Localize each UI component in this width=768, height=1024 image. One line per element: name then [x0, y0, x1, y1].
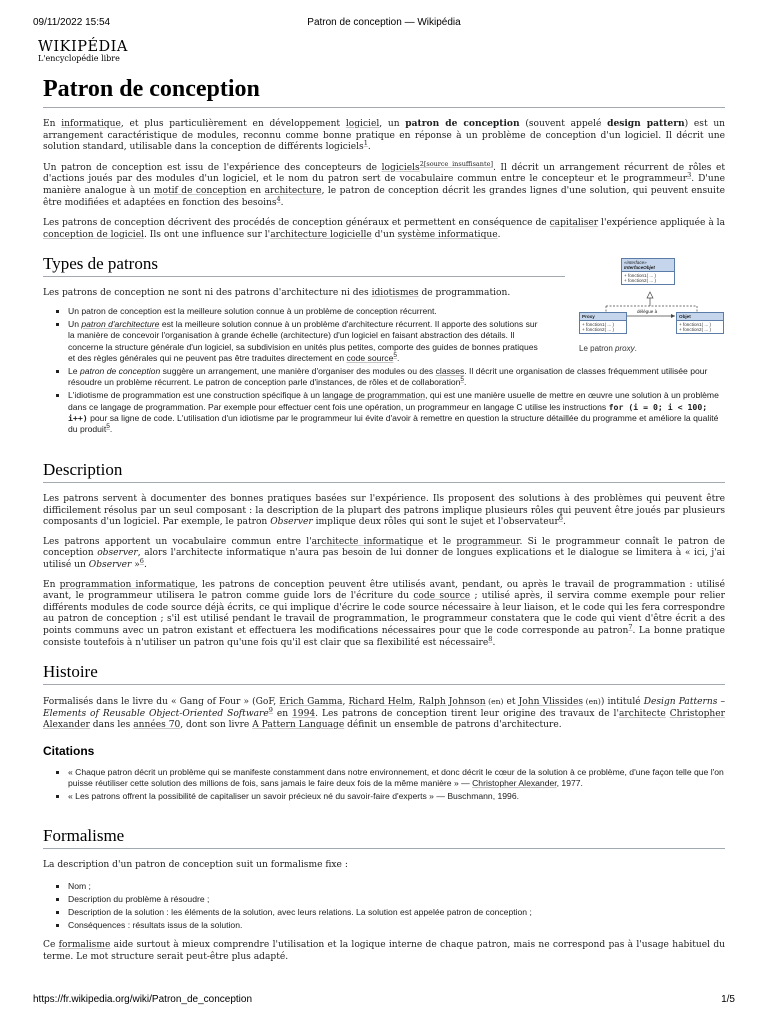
- description-paragraph-1: Les patrons servent à documenter des bonnes pratiques basées sur l'expérience. Ils proposent des solutions à des problèmes qui peuvent être difficilement résolus par un seul composant : la description de la plupart des patrons implique plusieurs rôles qui peuvent être joués par plusieurs composants d'un logiciel. Par exemple, le patron Observer implique deux rôles qui sont le sujet et l'observateur$^6$.: [43, 494, 725, 528]
- link-conception-de-logiciel[interactable]: conception de logiciel: [43, 229, 145, 240]
- print-window-title: Patron de conception — Wikipédia: [307, 17, 461, 28]
- citations-section: [43, 744, 725, 805]
- description-section: [43, 460, 725, 649]
- heading-formalisme: Formalisme: [43, 826, 725, 849]
- link-motif-de-conception[interactable]: motif de conception: [153, 185, 247, 196]
- link-programmeur[interactable]: programmeur: [456, 536, 520, 547]
- page-title: Patron de conception: [43, 76, 725, 108]
- histoire-paragraph: Formalisés dans le livre du « Gang of Four » (GoF, Erich Gamma, Richard Helm, Ralph Johnson (en) et John Vlissides (en)) intitulé Design Patterns – Elements of Reusable Object-Oriented Software$^9$ en 1994. Les patrons de conception tirent leur origine des travaux de l'architecte Christopher Alexander dans les années 70, dont son livre A Pattern Language définit un ensemble de patrons d'architecture.: [43, 697, 725, 731]
- heading-histoire: Histoire: [43, 662, 725, 685]
- link-logiciel[interactable]: logiciel: [345, 119, 380, 129]
- ref-9[interactable]: 9: [268, 705, 273, 714]
- intro-paragraph-1: En informatique, et plus particulièrement en développement logiciel, un patron de conception (souvent appelé design pattern) est un arrangement caractéristique de modules, reconnu comme bonne pratique en réponse à un problème de conception d'un logiciel. Il décrit une solution standard, utilisable dans la conception de différents logiciels$^1$.: [43, 118, 726, 153]
- link-en-ralph-johnson[interactable]: (en): [485, 697, 504, 706]
- link-en-john-vlissides[interactable]: (en): [583, 697, 601, 706]
- heading-types-de-patrons: Types de patrons: [43, 254, 565, 277]
- ref-1[interactable]: 1: [363, 139, 368, 148]
- link-john-vlissides[interactable]: John Vlissides: [518, 697, 584, 707]
- link-capitaliser[interactable]: capitaliser: [549, 218, 599, 229]
- link-architecture-logicielle[interactable]: architecture logicielle: [270, 229, 372, 240]
- types-section: [43, 254, 565, 300]
- link-code-source-2[interactable]: code source: [413, 591, 471, 602]
- link-informatique[interactable]: informatique: [61, 119, 121, 129]
- proxy-box: Proxy + fonction1( ... ) + fonction2( ... ): [579, 312, 627, 334]
- ref-6[interactable]: 6: [558, 514, 563, 523]
- link-annees-70[interactable]: années 70: [133, 720, 181, 731]
- intro-paragraph-3: Les patrons de conception décrivent des procédés de conception généraux et permettent en conséquence de capitaliser l'expérience appliquée à la conception de logiciel. Ils ont une influence sur l'architecture logicielle d'un système informatique.: [43, 218, 725, 240]
- list-item: ▪ Nom ;: [68, 881, 725, 892]
- link-systeme-informatique[interactable]: système informatique: [397, 229, 498, 240]
- list-item: ▪ Le patron de conception suggère un arrangement, une manière d'organiser des modules ou des classes. Il décrit une organisation de classes fréquemment utilisée pour résoudre un problème récurrent. Le patron de conception parle d'instances, de rôles et de collaboration$^5$.: [68, 366, 725, 388]
- ref-5b[interactable]: 5: [460, 376, 465, 384]
- code-snippet: for (i = 0; i < 100; i++): [68, 401, 708, 423]
- logo-wordmark: WIKIPÉDIA: [38, 39, 128, 55]
- intro-paragraph-2: Un patron de conception est issu de l'expérience des concepteurs de logiciels$^{2[source insuffisante]}$. Il décrit un arrangement récurrent de rôles et d'actions joués par des modules d'un logiciel, et le nom du patron sert de vocabulaire commun entre le concepteur et le programmeur$^3$. D'une manière analogue à un motif de conception en architecture, le patron de conception décrit les grandes lignes d'une solution, qui peuvent ensuite être modifiées et adaptées en fonction des besoins$^4$.: [43, 159, 725, 208]
- list-item: ▪ « Chaque patron décrit un problème qui se manifeste constamment dans notre environnement, et donc décrit le cœur de la solution à ce problème, d'une façon telle que l'on puisse réutiliser cette solution des millions de fois, sans jamais le faire deux fois de la même manière » — Christopher Alexander, 1977.: [68, 767, 725, 789]
- print-datetime: 09/11/2022 15:54: [33, 17, 111, 28]
- formalisme-paragraph: Ce formalisme aide surtout à mieux comprendre l'utilisation et la logique interne de chaque patron, mais ne correspond pas à l'usage habituel du terme. Le mot structure serait peut-être plus adapté.: [43, 940, 725, 962]
- list-item: ▪ Conséquences : résultats issus de la solution.: [68, 920, 725, 931]
- link-christopher-alexander[interactable]: Christopher Alexander: [43, 708, 725, 731]
- article-content: [43, 76, 726, 962]
- link-idiotismes[interactable]: idiotismes: [371, 288, 419, 298]
- heading-citations: Citations: [43, 744, 95, 758]
- description-paragraph-2: Les patrons apportent un vocabulaire commun entre l'architecte informatique et le programmeur. Si le programmeur connaît le patron de conception observer, alors l'architecte informatique n'aura pas besoin de lui donner de longues explications et le dialogue se limitera à « ici, j'ai utilisé un Observer »$^6$.: [43, 536, 726, 570]
- link-logiciels[interactable]: logiciels: [381, 162, 420, 173]
- link-ralph-johnson[interactable]: Ralph Johnson: [418, 697, 486, 707]
- link-christopher-alexander-2[interactable]: Christopher Alexander: [472, 778, 557, 789]
- ref-2[interactable]: 2[source insuffisante]: [419, 159, 493, 168]
- histoire-section: [43, 662, 725, 732]
- list-item: ▪ Un patron d'architecture est la meilleure solution connue à un problème d'architecture récurrent. Il apporte des solutions sur la manière de concevoir l'organisation à grande échelle (architecture) d'un logiciel en faisant abstraction des détails. Il concerne la structure générale d'un logiciel, sa subdivision en unités plus petites, comporte des guides de bonnes pratiques et des règles générales qui ne peuvent pas être traduites directement en code source$^5$.: [68, 319, 538, 364]
- heading-description: Description: [43, 460, 725, 483]
- link-classes[interactable]: classes: [435, 366, 465, 377]
- list-item: ▪ Un patron de conception est la meilleure solution connue à un problème de conception récurrent.: [68, 306, 548, 317]
- link-a-pattern-language[interactable]: A Pattern Language: [252, 720, 345, 731]
- ref-5[interactable]: 5: [393, 351, 397, 359]
- formalisme-section: [43, 826, 725, 964]
- link-architecte-informatique[interactable]: architecte informatique: [311, 536, 424, 547]
- delegate-label: délégue à: [637, 309, 658, 314]
- ref-7[interactable]: 7: [628, 622, 633, 631]
- description-paragraph-3: En programmation informatique, les patrons de conception peuvent être utilisés avant, pendant, ou après le travail de programmation : utilisé avant, le programmeur utilisera le patron comme guide lors de l'écriture du code source ; utilisé après, il servira comme exemple pour relier différents modules de code source déjà écrits, ce qui implique d'écrire le code source nécessaire à leur liaison, et le code qui les fera correspondre au patron de conception ; s'il est utilisé pendant le travail de programmation, le programmeur constatera que le code qui vient d'être écrit a des points communs avec un patron existant et effectuera les modifications nécessaires pour que le code corresponde au patron$^7$. La bonne pratique consiste toutefois à n'utiliser un patron qu'une fois qu'il est clair que sa flexibilité est nécessaire$^8$.: [43, 579, 725, 648]
- print-page-number: 1/5: [721, 994, 735, 1005]
- print-url: https://fr.wikipedia.org/wiki/Patron_de_conception: [33, 994, 253, 1005]
- wikipedia-logo[interactable]: [38, 39, 128, 63]
- link-architecture[interactable]: architecture: [264, 185, 322, 196]
- link-programmation-informatique[interactable]: programmation informatique: [59, 579, 196, 590]
- types-list: [43, 306, 725, 437]
- objet-box: Objet + fonction1( ... ) + fonction2( ... ): [676, 312, 724, 334]
- citations-list: [43, 767, 725, 803]
- link-code-source[interactable]: code source: [346, 352, 394, 363]
- formalisme-intro: La description d'un patron de conception suit un formalisme fixe :: [43, 860, 348, 870]
- ref-8[interactable]: 8: [488, 634, 493, 643]
- link-richard-helm[interactable]: Richard Helm: [348, 697, 413, 707]
- link-1994[interactable]: 1994: [292, 708, 316, 719]
- link-patron-darchitecture[interactable]: patron d'architecture: [81, 319, 160, 330]
- formalisme-list: [43, 881, 725, 932]
- ref-4[interactable]: 4: [276, 194, 281, 203]
- interface-box: «interface» InterfaceObjet + fonction1( ... ) + fonction2( ... ): [621, 258, 675, 285]
- ref-6b[interactable]: 6: [139, 556, 144, 565]
- link-formalisme[interactable]: formalisme: [58, 940, 111, 951]
- ref-5c[interactable]: 5: [106, 423, 110, 431]
- link-langage-de-programmation[interactable]: langage de programmation: [322, 390, 426, 401]
- list-item: ▪ L'idiotisme de programmation est une construction spécifique à un langage de programmation, qui est une manière usuelle de mettre en œuvre une solution à un problème dans ce langage de programmation. Par exemple pour effectuer cent fois une opération, un programmeur en langage C utilise les instructions for (i = 0; i < 100; i++) pour sa ligne de code. L'utilisation d'un idiotisme par le programmeur lui évite d'avoir à remettre en question la structure détaillée du programme et améliore la qualité du produit$^5$.: [68, 390, 725, 435]
- list-item: ▪ Description du problème à résoudre ;: [68, 894, 725, 905]
- figure-caption: Le patron proxy.: [579, 344, 637, 353]
- list-item: ▪ « Les patrons offrent la possibilité de capitaliser un savoir précieux né du savoir-faire d'experts » — Buschmann, 1996.: [68, 791, 725, 802]
- ref-3[interactable]: 3: [687, 171, 692, 180]
- link-architecte[interactable]: architecte: [618, 708, 666, 719]
- intro-section: [43, 118, 725, 241]
- list-item: ▪ Description de la solution : les éléments de la solution, avec leurs relations. La solution est appelée patron de conception ;: [68, 907, 725, 918]
- types-intro: Les patrons de conception ne sont ni des patrons d'architecture ni des idiotismes de programmation.: [43, 288, 511, 298]
- logo-tagline: L'encyclopédie libre: [38, 54, 120, 63]
- link-erich-gamma[interactable]: Erich Gamma: [279, 697, 343, 707]
